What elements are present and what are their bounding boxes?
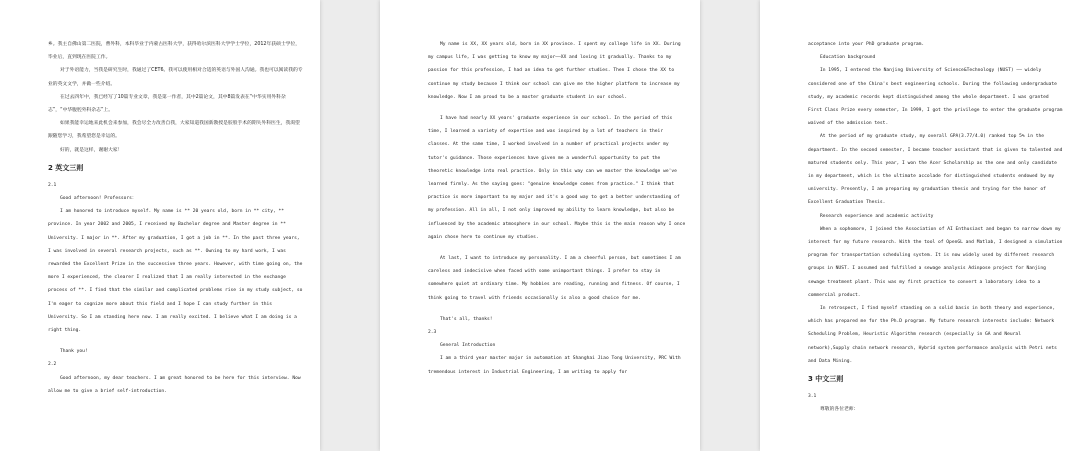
paragraph: acceptance into your PhD graduate program. — [808, 42, 925, 47]
paragraph-gap — [48, 337, 304, 345]
paragraph: Good afternoon, my dear teachers. I am great honored to be here for this interview. Now allow me to give a brief self-introduction. — [48, 375, 304, 394]
paragraph: General Introduction — [440, 343, 496, 349]
paragraph: Good afternoon! Professors： — [60, 196, 137, 202]
paragraph-gap — [428, 305, 686, 313]
paragraph-chinese: 如果我能幸运地来此机会来参加，我会尽全力改善自我，大家知道我国新教授是胶股手术的期失外科医生，我渴望跟随您学习，我希望您是幸运的。 — [48, 121, 300, 140]
paragraph: I am honored to introduce myself. My name is ** 20 years old, born in ** city, ** province. In year 2002 and 2005, I received my Bachelor degree and Master degree in ** University. I major in **. After my graduation, I got a job in **. In the past three years, I was involved in several research projects, such as **. Owning to my hard work, I was rewarded the Excellent Prize in the successive three years. However, with time going on, the more I experienced, the clearer I realized that I am really interested in the exchange process of **. I find that the similar and complicated problems rise in my study subject, so I'm eager to cognize more about this field and I hope I can study further in this University. So I am standing here now. I am really excited. I believe what I am doing is a right thing. — [48, 209, 306, 334]
paragraph: I have had nearly XX years' graduate experience in our school. In the period of this time, I learned a variety of expertise and was inspired by a lot of teachers in their classes. At the same time, I worked involved in a number of practical projects under my tutor's guidance. Those experiences have given me a wonderful opportunity to put the theoretic knowledge into real practice. Only in this way can we master the knowledge we've learned firmly. As the saying goes: "genuine knowledge comes from practice." I think that practice is more important to my major and it's a good way to get a better understanding of my profession. All in all, I not only improved my ability to learn knowledge, but also be influenced by the academic atmosphere in our school. Maybe this is the main reason why I once again chose here to continue my studies. — [428, 116, 688, 240]
section-heading: 3 中文三则 — [808, 375, 844, 384]
paragraph-chinese: 对于外语能力，当我是研究生时，我通过了CET6。我可以使用相对合适的英语与外国人沟通。我也可以阅读我的专业的英文文学，并做一些介绍。 — [48, 68, 303, 87]
section-heading: 2 英文三则 — [48, 163, 84, 172]
paragraph: I am a third year master major in automation at Shanghai Jiao Tong University, PRC With tremendous interest in Industrial Engineering, I am writing to apply for — [428, 356, 684, 375]
paragraph-chinese: 乡。我主自佛山第二医院，曹外科，本科毕业于内蒙古医科大学，获得哈尔滨医科大学学士学位，2012年获硕士学位，毕业后，直到现在医院工作。 — [48, 42, 301, 61]
paragraph-chinese: 在过去四年中，我已经写了10篇专业文章，我是第一作者，其中2篇论文，其中8篇发表在“中华实用外科杂志”，“中华腹腔外科杂志”上。 — [48, 94, 286, 114]
paragraph: That's all, thanks! — [440, 316, 493, 322]
paragraph: In retrospect, I find myself standing on a solid basis in both theory and experience, which has prepared me for the Ph.D program. My future research interests include: Network Scheduling Problem, Heuristic Algorithm research (especially in GA and Neural network),Supply chain network research, Hybrid system performance analysis with Petri nets and Data Mining. — [808, 306, 1060, 364]
paragraph: My name is XX, XX years old, born in XX province. I spent my college life in XX. During my campus life, I was getting to know my major——XX and loving it gradually. Thanks to my passion for this profession, I had an idea to get further studies. Then I chose the XX to continue my study because I think our school can give me the higher platform to increase my knowledge. Now I am proud to be a master graduate student in our school. — [428, 42, 684, 100]
document-page-3 — [760, 0, 1080, 451]
paragraph: 2.3 — [428, 330, 437, 336]
paragraph: Education background — [820, 55, 876, 61]
paragraph: At last, I want to introduce my personality. I am a cheerful person, but sometimes I am careless and indecisive when faced with some unimportant things. I prefer to stay in somewhere quiet at ordinary time. My hobbies are reading, running and fitness. Of course, I think going to travel with friends occasionally is also a good choice for me. — [428, 256, 684, 301]
paragraph-gap — [428, 104, 686, 112]
paragraph: Research experience and academic activity — [820, 213, 934, 219]
paragraph: In 1995, I entered the Nanjing University of Science&Technology (NUST) —— widely considered one of the China's best engineering schools. During the following undergraduate study, my academic records kept distinguished among the whole department. I was granted First Class Prize every semester, In 1999, I got the privilege to enter the graduate program waived of the admission test. — [808, 68, 1066, 127]
paragraph: 3.1 — [808, 394, 817, 400]
paragraph-gap — [428, 244, 686, 252]
paragraph-chinese: 好的，就是这样，谢谢大家！ — [60, 147, 123, 153]
paragraph: Thank you! — [60, 349, 88, 355]
paragraph: 2.1 — [48, 182, 57, 188]
paragraph: At the period of my graduate study, my overall GPA(3.77/4.0) ranked top 5% in the department. In the second semester, I became teacher assistant that is given to talented and matured students only. This year, I won the Acer Scholarship as the one and only candidate in my department, which is the ultimate accolade for distinguished students endowed by my university. Presently, I am preparing my graduation thesis and trying for the honor of Excellent Graduation Thesis. — [808, 134, 1066, 206]
document-page-1 — [0, 0, 320, 451]
document-page-2 — [380, 0, 700, 451]
paragraph: When a sophomore, I joined the Association of AI Enthusiast and began to narrow down my interest for my future research. With the tool of OpenGL and Matlab, I designed a simulation program for transportation scheduling system. It is now widely used by different research groups in NUST. I assumed and fulfilled a sewage analysis Adinpose project for Nanjing sewage treatment plant. This was my first practice to convert a laboratory idea to a commercial product. — [808, 226, 1066, 298]
paragraph-chinese: 尊敬的各位老师： — [820, 407, 859, 413]
paragraph: 2.2 — [48, 362, 57, 368]
